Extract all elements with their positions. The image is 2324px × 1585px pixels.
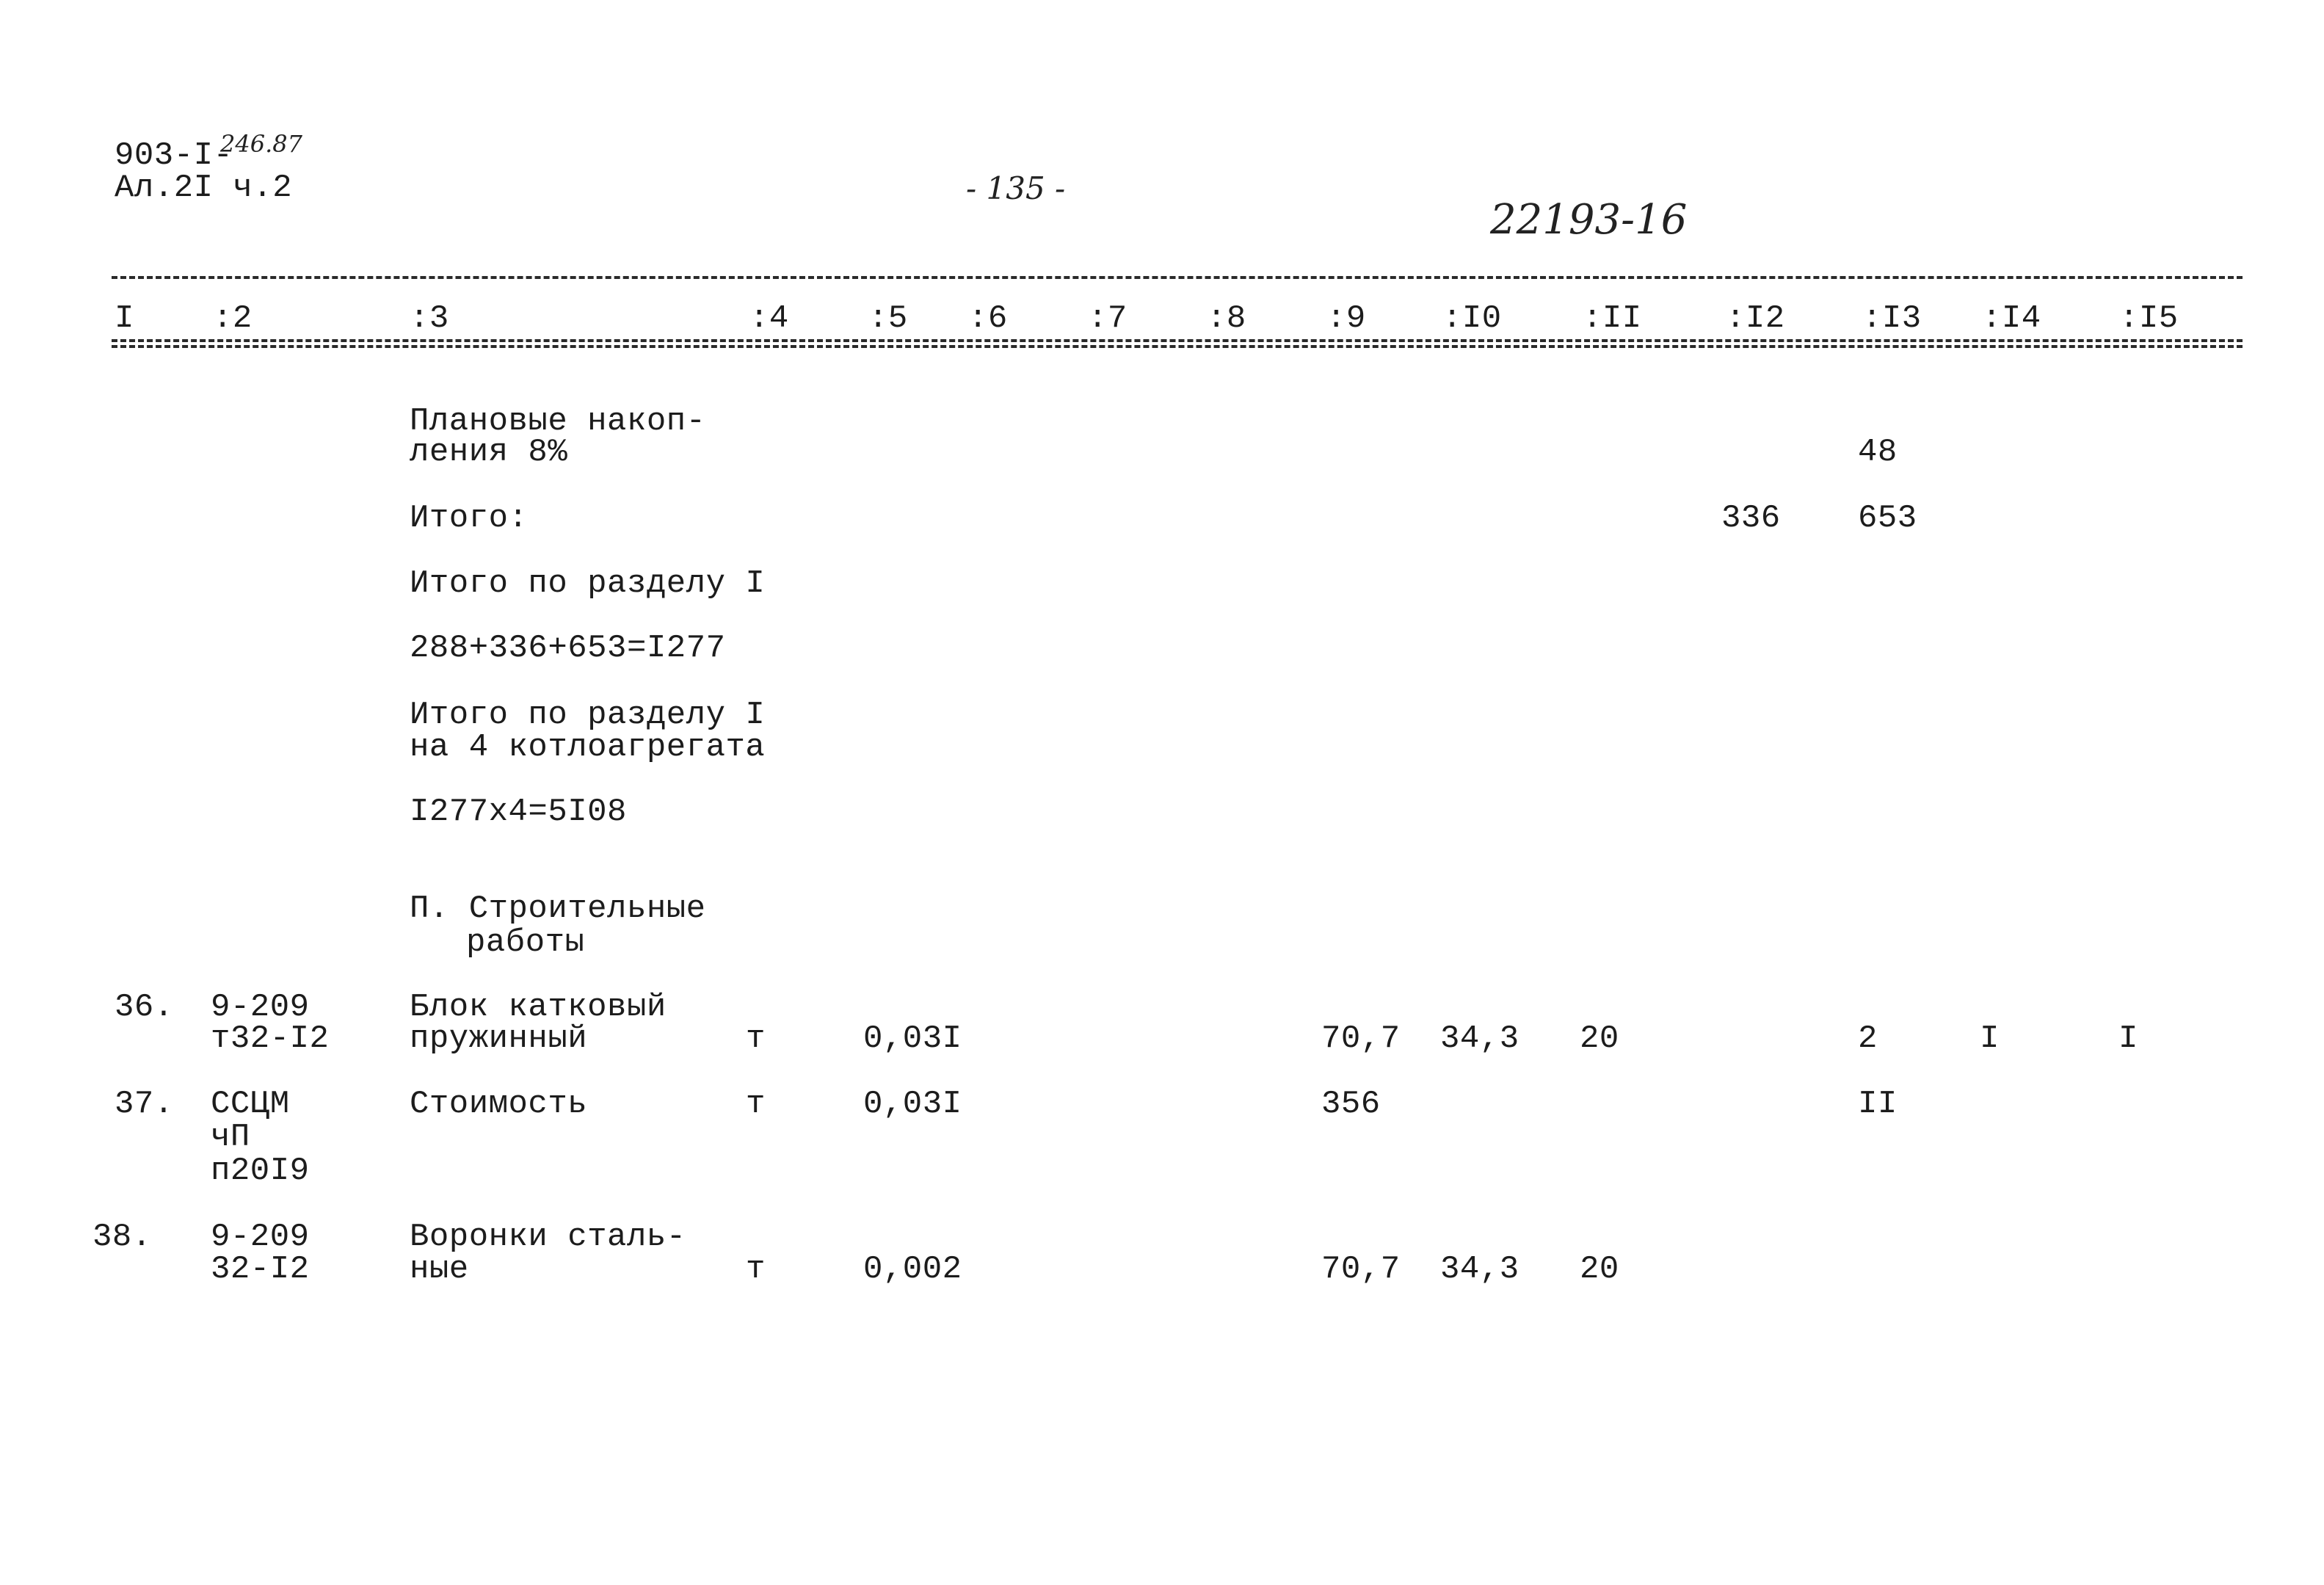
planned-savings-col13: 48: [1858, 434, 1898, 471]
row-name-line1: Стоимость: [410, 1086, 588, 1122]
row-code-line2: чП: [211, 1119, 250, 1156]
row-number: 37.: [115, 1086, 174, 1122]
column-header-3: :3: [410, 300, 449, 337]
row-number: 36.: [115, 989, 174, 1026]
row-unit: т: [746, 1020, 766, 1057]
column-header-14: :I4: [1982, 300, 2041, 337]
row-col11: 20: [1580, 1020, 1619, 1057]
column-header-2: :2: [213, 300, 253, 337]
row-unit: т: [746, 1086, 766, 1122]
column-header-7: :7: [1088, 300, 1127, 337]
section-total: Итого по разделу I: [410, 565, 766, 602]
column-header-11: :II: [1583, 300, 1642, 337]
section-formula: 288+336+653=I277: [410, 630, 726, 667]
row-col9: 70,7: [1321, 1251, 1401, 1288]
row-quantity: 0,002: [863, 1251, 962, 1288]
column-header-12: :I2: [1726, 300, 1785, 337]
section-total-4-line2: на 4 котлоагрегата: [410, 729, 766, 766]
column-header-5: :5: [868, 300, 908, 337]
row-code-line1: ССЦМ: [211, 1086, 290, 1122]
row-code-line3: п20I9: [211, 1153, 310, 1189]
row-col11: 20: [1580, 1251, 1619, 1288]
header-rule-lower: [112, 345, 2243, 348]
row-col15: I: [2118, 1020, 2138, 1057]
section-total-4-line1: Итого по разделу I: [410, 697, 766, 733]
column-header-13: :I3: [1862, 300, 1922, 337]
column-header-6: :6: [968, 300, 1008, 337]
section-heading-line1: П. Строительные: [410, 891, 706, 927]
section-formula-4: I277x4=5I08: [410, 794, 627, 830]
total-label: Итого:: [410, 500, 529, 537]
row-code-line1: 9-209: [211, 989, 310, 1026]
total-col12: 336: [1721, 500, 1781, 537]
row-col13: 2: [1858, 1020, 1878, 1057]
row-col14: I: [1980, 1020, 2000, 1057]
column-header-15: :I5: [2119, 300, 2179, 337]
row-quantity: 0,03I: [863, 1020, 962, 1057]
row-code-line1: 9-209: [211, 1219, 310, 1255]
row-number: 38.: [92, 1219, 152, 1255]
row-quantity: 0,03I: [863, 1086, 962, 1122]
section-heading-line2: работы: [466, 924, 585, 961]
page-number: - 135 -: [966, 170, 1066, 206]
row-col13: II: [1858, 1086, 1898, 1122]
row-name-line1: Воронки сталь-: [410, 1219, 686, 1255]
planned-savings-label-line2: ления 8%: [410, 434, 568, 471]
planned-savings-label-line1: Плановые накоп-: [410, 403, 706, 440]
column-header-4: :4: [749, 300, 789, 337]
column-header-1: I: [115, 300, 134, 337]
doc-code: 903-I-: [115, 137, 233, 174]
column-header-10: :I0: [1442, 300, 1502, 337]
row-code-line2: т32-I2: [211, 1020, 330, 1057]
top-rule: [112, 276, 2243, 279]
stamp-number: 22193-16: [1490, 196, 1688, 244]
album-label: Ал.2I ч.2: [115, 170, 293, 206]
total-col13: 653: [1858, 500, 1917, 537]
row-col9: 356: [1321, 1086, 1381, 1122]
header-rule-upper: [112, 339, 2243, 342]
row-col10: 34,3: [1440, 1251, 1519, 1288]
row-name-line2: ные: [410, 1251, 469, 1288]
row-name-line1: Блок катковый: [410, 989, 667, 1026]
row-unit: т: [746, 1251, 766, 1288]
column-header-9: :9: [1326, 300, 1366, 337]
column-header-8: :8: [1207, 300, 1246, 337]
row-col9: 70,7: [1321, 1020, 1401, 1057]
row-code-line2: 32-I2: [211, 1251, 310, 1288]
row-col10: 34,3: [1440, 1020, 1519, 1057]
doc-code-handwritten: 246.87: [220, 130, 302, 158]
row-name-line2: пружинный: [410, 1020, 588, 1057]
